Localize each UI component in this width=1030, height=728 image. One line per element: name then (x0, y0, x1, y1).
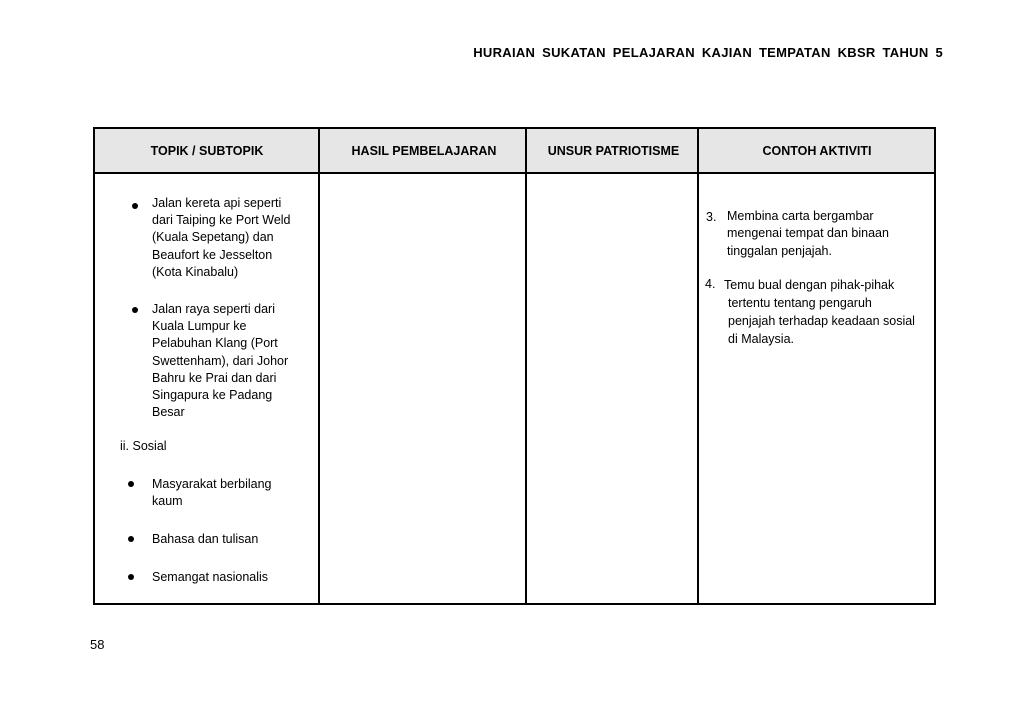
bullet-line: Jalan kereta api seperti (152, 196, 282, 210)
aktiviti-number-4: 4. (705, 277, 716, 291)
syllabus-table (93, 127, 936, 605)
column-header-hasil-pembelajaran: HASIL PEMBELAJARAN (351, 143, 497, 158)
aktiviti-line: mengenai tempat dan binaan (727, 226, 889, 241)
topik-bullet-bahasa (152, 531, 258, 548)
column-divider-2 (525, 127, 527, 605)
bullet-icon (132, 203, 138, 209)
bullet-line: (Kota Kinabalu) (152, 264, 239, 279)
aktiviti-line: Temu bual dengan pihak-pihak (724, 278, 895, 292)
bullet-line: Bahru ke Prai dan dari (152, 370, 277, 385)
bullet-line: Bahasa dan tulisan (152, 532, 259, 546)
bullet-line: (Kuala Sepetang) dan (152, 230, 274, 245)
aktiviti-line: Membina carta bergambar (727, 209, 874, 223)
column-header-contoh-aktiviti: CONTOH AKTIVITI (762, 143, 872, 158)
column-divider-1 (318, 127, 320, 605)
table-border-bottom (93, 603, 936, 605)
table-border-top (93, 127, 936, 129)
topik-bullet-kereta-api (152, 195, 291, 281)
aktiviti-item-3 (727, 208, 889, 260)
aktiviti-line: tinggalan penjajah. (727, 243, 832, 258)
aktiviti-line: tertentu tentang pengaruh (728, 296, 872, 310)
bullet-line: Kuala Lumpur ke (152, 319, 247, 334)
page-number: 58 (90, 637, 105, 652)
subheading-sosial: ii. Sosial (120, 439, 167, 453)
aktiviti-number-3: 3. (706, 210, 717, 224)
column-header-topik: TOPIK / SUBTOPIK (150, 143, 264, 158)
bullet-line: Semangat nasionalis (152, 570, 269, 584)
bullet-line: Masyarakat berbilang (152, 477, 272, 491)
aktiviti-line: penjajah terhadap keadaan sosial (728, 314, 915, 328)
column-divider-3 (697, 127, 699, 605)
topik-bullet-jalan-raya (152, 301, 288, 421)
bullet-icon (128, 536, 134, 542)
header-divider (93, 172, 936, 174)
bullet-line: Singapura ke Padang (152, 388, 273, 403)
bullet-line: Jalan raya seperti dari (152, 302, 275, 316)
table-border-left (93, 127, 95, 605)
bullet-icon (128, 574, 134, 580)
bullet-line: Pelabuhan Klang (Port (152, 336, 278, 351)
topik-bullet-semangat (152, 569, 268, 586)
aktiviti-line: di Malaysia. (728, 332, 794, 346)
page-header-title: HURAIAN SUKATAN PELAJARAN KAJIAN TEMPATAN KBSR TAHUN 5 (473, 45, 943, 60)
bullet-line: Swettenham), dari Johor (152, 353, 289, 368)
topik-bullet-masyarakat (152, 476, 272, 510)
bullet-line: dari Taiping ke Port Weld (152, 213, 291, 228)
column-header-unsur-patriotisme: UNSUR PATRIOTISME (547, 143, 680, 158)
bullet-line: kaum (152, 494, 183, 509)
aktiviti-item-4 (724, 276, 915, 348)
bullet-icon (132, 307, 138, 313)
table-border-right (934, 127, 936, 605)
bullet-line: Besar (152, 405, 185, 420)
bullet-icon (128, 481, 134, 487)
bullet-line: Beaufort ke Jesselton (152, 247, 273, 262)
